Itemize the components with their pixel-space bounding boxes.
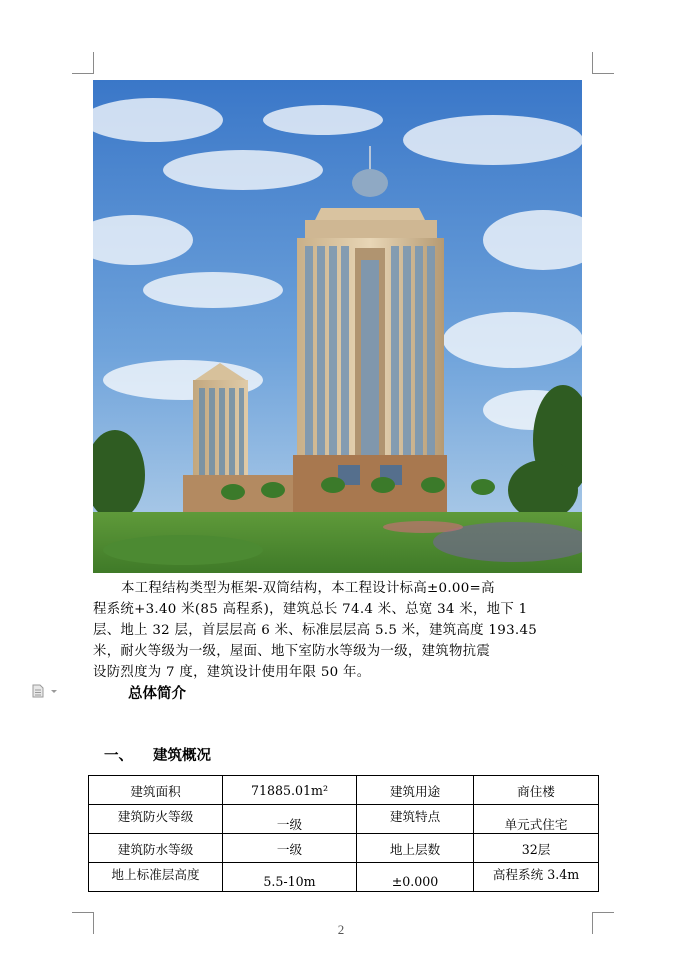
building-rendering-image bbox=[93, 80, 582, 573]
paragraph-line: 米，耐火等级为一级，屋面、地下室防水等级为一级，建筑物抗震 bbox=[93, 644, 491, 659]
table-cell: 建筑防火等级 bbox=[89, 805, 223, 834]
paragraph-line: 设防烈度为 7 度，建筑设计使用年限 50 年。 bbox=[93, 665, 371, 680]
table-cell: 单元式住宅 bbox=[474, 805, 599, 834]
building-overview-table bbox=[88, 775, 599, 892]
table-cell: 5.5-10m bbox=[223, 863, 357, 892]
table-cell: 建筑面积 bbox=[89, 776, 223, 805]
table-cell: 建筑特点 bbox=[357, 805, 474, 834]
crop-mark-top-left bbox=[72, 52, 94, 74]
dropdown-arrow-icon bbox=[51, 690, 57, 693]
table-row bbox=[89, 776, 599, 805]
paragraph-line: 程系统+3.40 米(85 高程系)，建筑总长 74.4 米、总宽 34 米，地下 1 bbox=[93, 602, 528, 617]
table-cell: 高程系统 3.4m bbox=[474, 863, 599, 892]
table-cell: 一级 bbox=[223, 834, 357, 863]
table-cell: ±0.000 bbox=[357, 863, 474, 892]
document-icon[interactable] bbox=[32, 684, 58, 698]
table-cell: 32层 bbox=[474, 834, 599, 863]
summary-heading: 总体简介 bbox=[128, 686, 186, 702]
section-title: 建筑概况 bbox=[153, 748, 211, 764]
page-number: 2 bbox=[337, 922, 345, 937]
table-cell: 商住楼 bbox=[474, 776, 599, 805]
table-cell: 建筑用途 bbox=[357, 776, 474, 805]
table-cell: 建筑防水等级 bbox=[89, 834, 223, 863]
table-cell: 71885.01m² bbox=[223, 776, 357, 805]
table-row bbox=[89, 834, 599, 863]
section-number: 一、 bbox=[104, 748, 133, 764]
table-cell: 地上标准层高度 bbox=[89, 863, 223, 892]
table-cell: 地上层数 bbox=[357, 834, 474, 863]
table-row bbox=[89, 805, 599, 834]
crop-mark-top-right bbox=[592, 52, 614, 74]
paragraph-line: 层、地上 32 层，首层层高 6 米、标准层层高 5.5 米，建筑高度 193.45 bbox=[93, 623, 538, 638]
paragraph-line: 本工程结构类型为框架-双筒结构，本工程设计标高±0.00=高 bbox=[121, 581, 495, 596]
section-heading bbox=[104, 744, 211, 765]
project-description-paragraph bbox=[93, 578, 589, 683]
table-row bbox=[89, 863, 599, 892]
table-cell: 一级 bbox=[223, 805, 357, 834]
